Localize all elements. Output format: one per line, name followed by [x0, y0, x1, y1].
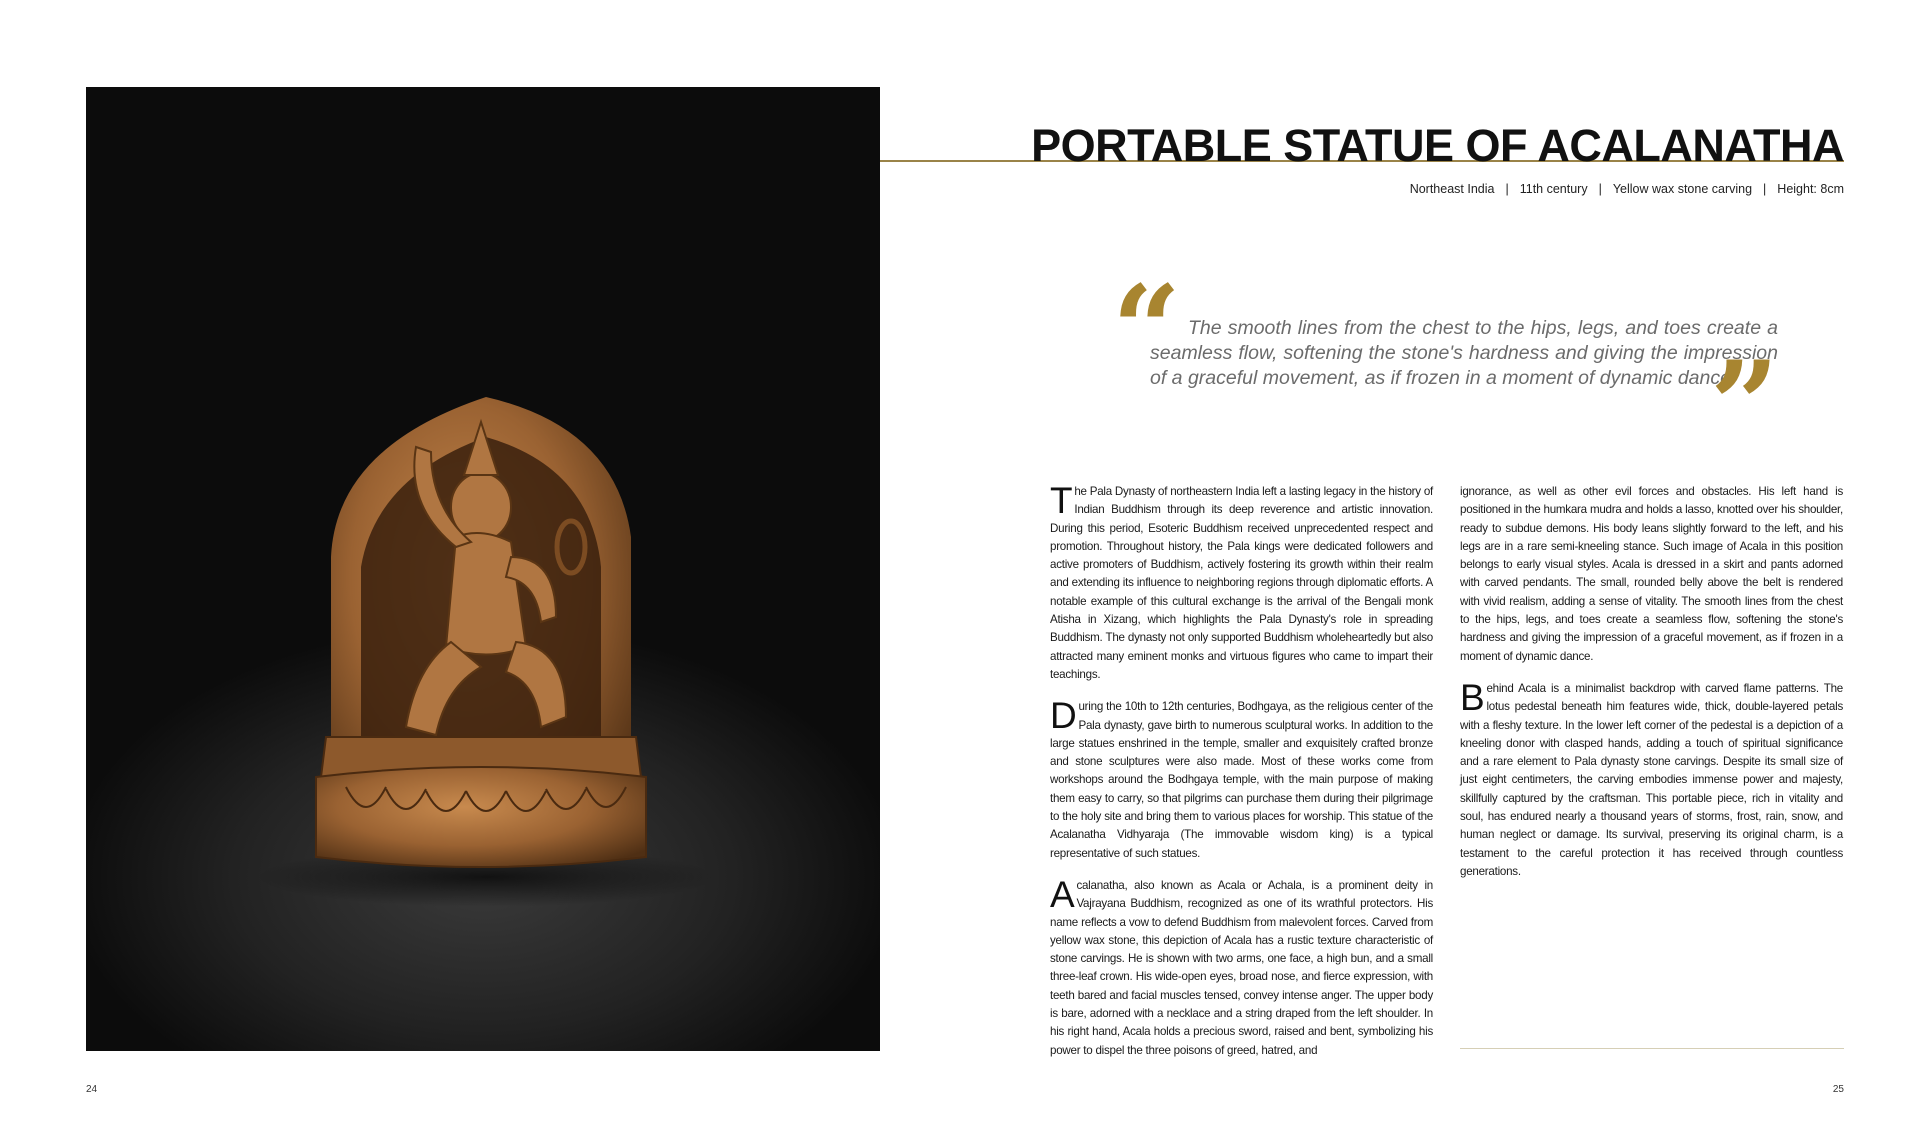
- meta-separator: |: [1763, 182, 1767, 196]
- paragraph-pala-dynasty: [1050, 480, 1433, 684]
- page-title: PORTABLE STATUE OF ACALANATHA: [1031, 120, 1844, 171]
- paragraph-text: ignorance, as well as other evil forces and obstacles. His left hand is positioned in the humkara mudra and holds a lasso, knotted over his shoulder, ready to subdue demons. His body leans slightly forward to the left, and his legs are in a rare semi-kneeling stance. Such image of Acala in this position belongs to early visual styles. Acala is dressed in a skirt and pants adorned with carved pendants. The small, rounded belly above the belt is rendered with vivid realism, adding a sense of vitality. The smooth lines from the chest to the hips, legs, and toes create a seamless flow, softening the stone's hardness and giving the impression of a graceful movement, as if frozen in a moment of dynamic dance.: [1460, 485, 1843, 663]
- acalanatha-statue-photo-icon: [86, 87, 880, 1051]
- statue-photo: [86, 87, 880, 1051]
- paragraph-acalanatha: [1050, 873, 1433, 1060]
- paragraph-text: calanatha, also known as Acala or Achala, is a prominent deity in Vajrayana Buddhism, recognized as one of its wrathful protectors. His name reflects a vow to defend Buddhism from malevolent forces. Carved from yellow wax stone, this depiction of Acala has a rustic texture characteristic of stone carvings. He is shown with two arms, one face, a high bun, and a small three-leaf crown. His wide-open eyes, broad nose, and fierce expression, with teeth bared and facial muscles tensed, convey intense anger. The upper body is bare, adorned with a necklace and a string draped from the left shoulder. In his right hand, Acala holds a precious sword, raised and bent, symbolizing his power to dispel the three poisons of greed, hatred, and: [1050, 878, 1433, 1057]
- meta-period: 11th century: [1519, 182, 1588, 196]
- drop-cap: T: [1050, 480, 1073, 521]
- page-number-right: 25: [1832, 1084, 1844, 1095]
- paragraph-continued: [1460, 483, 1843, 666]
- artwork-meta: [1410, 182, 1844, 196]
- open-quote-icon: “: [1112, 259, 1182, 400]
- pull-quote: The smooth lines from the chest to the hips, legs, and toes create a seamless flow, softening the stone's hardness and giving the impression of a graceful movement, as if frozen in a moment of dynamic dance.: [1150, 317, 1778, 389]
- paragraph-text: he Pala Dynasty of northeastern India left a lasting legacy in the history of Indian Buddhism through its deep reverence and artistic innovation. During this period, Esoteric Buddhism received unprecedented respect and promotion. Throughout history, the Pala kings were dedicated followers and active promoters of Buddhism, actively fostering its growth within their realm and extending its influence to neighboring regions through diplomatic efforts. A notable example of this cultural exchange is the arrival of the Bengali monk Atisha in Xizang, which highlights the Pala Dynasty's role in spreading Buddhism. The dynasty not only supported Buddhism wholeheartedly but also attracted many eminent monks and virtuous figures who came to impart their teachings.: [1050, 485, 1433, 681]
- meta-material: Yellow wax stone carving: [1612, 182, 1753, 196]
- text-column-left: [1050, 480, 1433, 1074]
- paragraph-text: uring the 10th to 12th centuries, Bodhgaya, as the religious center of the Pala dynasty, gave birth to numerous sculptural works. In addition to the large statues enshrined in the temple, smaller and exquisitely crafted bronze and stone sculptures were also made. Most of these works come from workshops around the Bodhgaya temple, with the main purpose of making them easy to carry, so that pilgrims can purchase them during their pilgrimage to the holy site and bring them to various places for worship. This statue of the Acalanatha Vidhyaraja (The immovable wisdom king) is a typical representative of such statues.: [1050, 700, 1433, 860]
- text-column-right: [1460, 483, 1843, 895]
- meta-separator: |: [1598, 182, 1602, 196]
- paragraph-text: ehind Acala is a minimalist backdrop with carved flame patterns. The lotus pedestal beneath him features wide, thick, double-layered petals with a fleshy texture. In the lower left corner of the pedestal is a depiction of a kneeling donor with clasped hands, adding a touch of spiritual significance and a rare element to Pala dynasty stone carvings. Despite its small size of just eight centimeters, the carving embodies immense power and majesty, skillfully captured by the craftsman. This portable piece, rich in vitality and soul, has endured nearly a thousand years of storms, frost, rain, snow, and human neglect or damage. Its survival, preserving its original charm, is a testament to the careful protection it has received through countless generations.: [1460, 681, 1843, 878]
- drop-cap: B: [1460, 676, 1485, 718]
- close-quote-icon: ”: [1710, 335, 1780, 476]
- paragraph-backdrop: [1460, 676, 1843, 881]
- drop-cap: A: [1050, 873, 1075, 915]
- meta-separator: |: [1505, 182, 1509, 196]
- bottom-rule: [1460, 1048, 1844, 1049]
- page-number-left: 24: [86, 1084, 98, 1095]
- meta-height: Height: 8cm: [1777, 182, 1844, 196]
- meta-origin: Northeast India: [1409, 182, 1495, 196]
- paragraph-bodhgaya: [1050, 695, 1433, 863]
- drop-cap: D: [1050, 695, 1077, 737]
